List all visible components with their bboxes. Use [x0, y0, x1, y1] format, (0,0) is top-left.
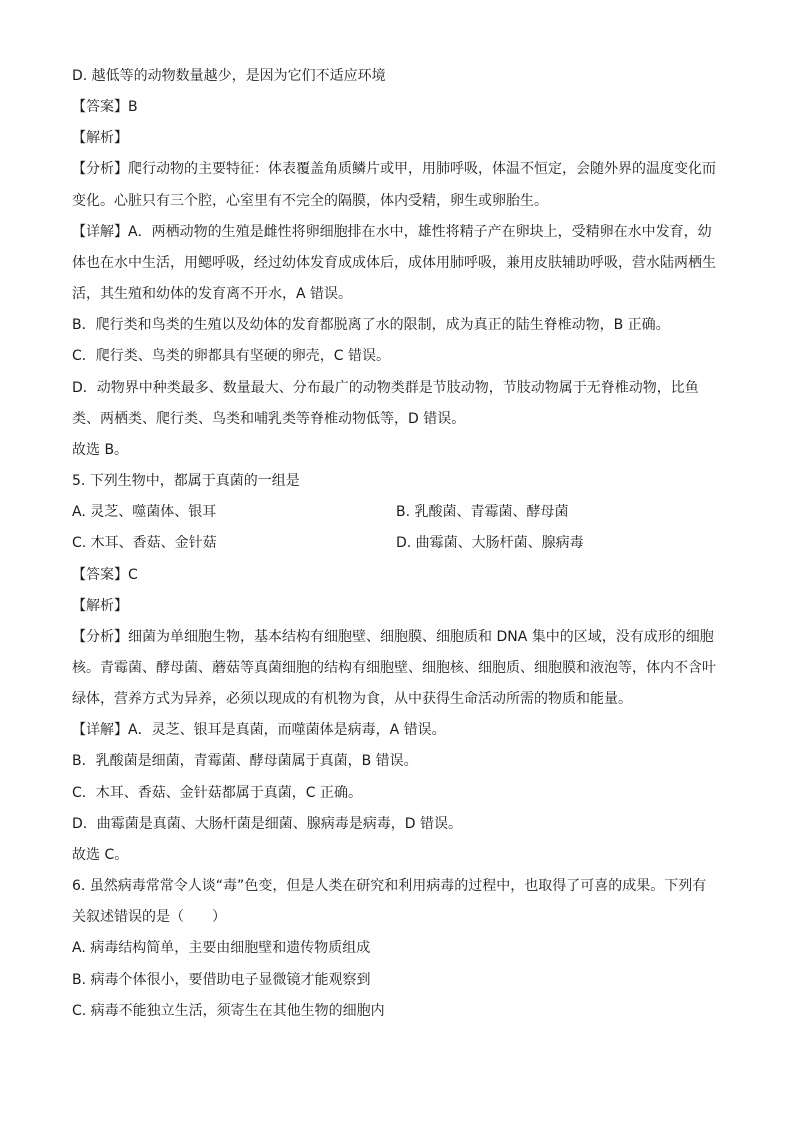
q5-detail-line: B．乳酸菌是细菌，青霉菌、酵母菌属于真菌，B 错误。: [72, 753, 418, 770]
q4-analysis-heading: 【解析】: [72, 130, 128, 147]
q4-detail-line: D．动物界中种类最多、数量最大、分布最广的动物类群是节肢动物，节肢动物属于无脊椎动物，比鱼: [72, 379, 699, 396]
q4-analysis-line: 【分析】爬行动物的主要特征：体表覆盖角质鳞片或甲，用肺呼吸，体温不恒定，会随外界的温度变化而: [72, 161, 716, 178]
q5-options-row: [72, 497, 732, 528]
q6-option-c: C. 病毒不能独立生活，须寄生在其他生物的细胞内: [72, 1002, 385, 1019]
q5-stem: 5. 下列生物中，都属于真菌的一组是: [72, 473, 300, 490]
q4-detail-line: B．爬行类和鸟类的生殖以及幼体的发育都脱离了水的限制，成为真正的陆生脊椎动物，B 正确。: [72, 317, 670, 334]
q5-detail-line: C．木耳、香菇、金针菇都属于真菌，C 正确。: [72, 784, 362, 801]
q5-analysis-line: 绿体，营养方式为异养，必须以现成的有机物为食，从中获得生命活动所需的物质和能量。: [72, 691, 632, 708]
q6-option-a: A. 病毒结构简单，主要由细胞壁和遗传物质组成: [72, 940, 371, 957]
page-content: [72, 61, 732, 1027]
q5-analysis-line: 核。青霉菌、酵母菌、蘑菇等真菌细胞的结构有细胞壁、细胞核、细胞质、细胞膜和液泡等，体内不含叶: [72, 659, 716, 676]
q5-option-c: C. 木耳、香菇、金针菇: [72, 535, 217, 552]
q5-conclusion: 故选 C。: [72, 846, 129, 863]
q4-option-d: D. 越低等的动物数量越少，是因为它们不适应环境: [72, 68, 386, 84]
q5-answer: 【答案】C: [72, 566, 138, 583]
q5-analysis-heading: 【解析】: [72, 597, 128, 614]
q5-option-d: D. 曲霉菌、大肠杆菌、腺病毒: [396, 535, 584, 552]
q4-detail-line: C．爬行类、鸟类的卵都具有坚硬的卵壳，C 错误。: [72, 348, 390, 365]
q4-conclusion: 故选 B。: [72, 441, 129, 458]
q4-detail-line: 活，其生殖和幼体的发育离不开水，A 错误。: [72, 286, 353, 303]
q6-option-b: B. 病毒个体很小，要借助电子显微镜才能观察到: [72, 971, 371, 988]
q4-answer: 【答案】B: [72, 99, 138, 116]
q6-stem-line: 6. 虽然病毒常常令人谈“毒”色变，但是人类在研究和利用病毒的过程中，也取得了可喜的成果。下列有: [72, 878, 707, 895]
q4-detail-line: 体也在水中生活，用鳃呼吸，经过幼体发育成成体后，成体用肺呼吸，兼用皮肤辅助呼吸，营水陆两栖生: [72, 254, 716, 271]
q4-detail-line: 【详解】A．两栖动物的生殖是雌性将卵细胞排在水中，雄性将精子产在卵块上，受精卵在水中发育，幼: [72, 223, 712, 240]
q4-analysis-line: 变化。心脏只有三个腔，心室里有不完全的隔膜，体内受精，卵生或卵胎生。: [72, 192, 548, 209]
q5-option-a: A. 灵芝、噬菌体、银耳: [72, 504, 217, 521]
q5-detail-line: D．曲霉菌是真菌、大肠杆菌是细菌、腺病毒是病毒，D 错误。: [72, 815, 463, 832]
q5-detail-line: 【详解】A．灵芝、银耳是真菌，而噬菌体是病毒，A 错误。: [72, 722, 446, 739]
q4-detail-line: 类、两栖类、爬行类、鸟类和哺乳类等脊椎动物低等，D 错误。: [72, 410, 466, 427]
q5-analysis-line: 【分析】细菌为单细胞生物，基本结构有细胞壁、细胞膜、细胞质和 DNA 集中的区域，没有成形的细胞: [72, 628, 714, 645]
q5-options-row: [72, 528, 732, 559]
q6-stem-line: 关叙述错误的是（ ）: [72, 909, 226, 926]
q5-option-b: B. 乳酸菌、青霉菌、酵母菌: [396, 504, 569, 521]
